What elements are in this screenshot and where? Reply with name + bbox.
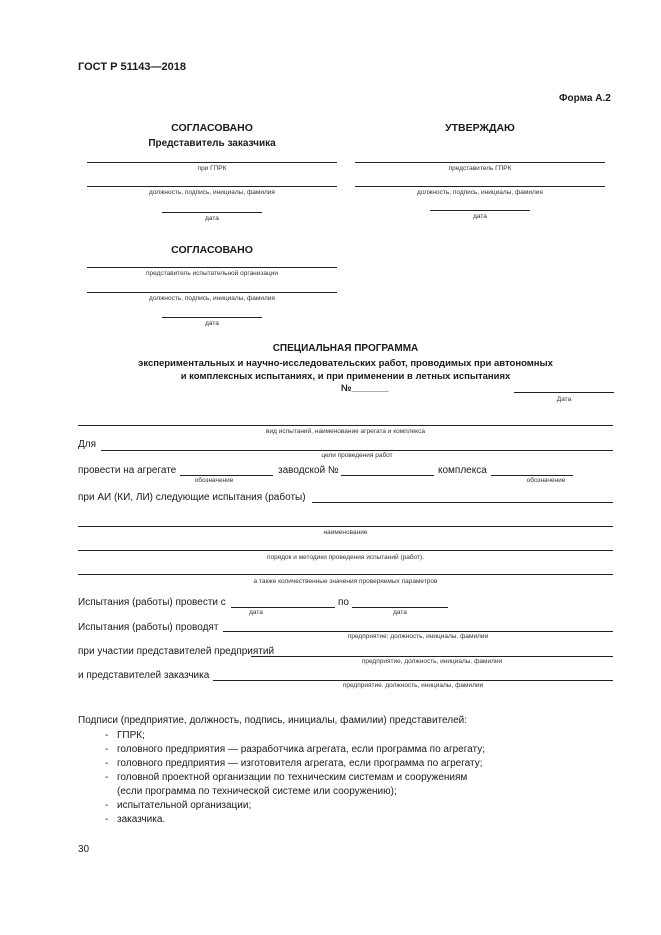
designation-caption-1: обозначение [194, 477, 234, 484]
list-item: - ГПРК; [105, 729, 485, 743]
list-item-continuation: (если программа по технической системе или сооружению); [117, 786, 397, 797]
conduct-caption: предприятие; должность, инициалы. фамилии [347, 633, 489, 640]
left-signature-line-2 [87, 186, 337, 187]
program-date-line [514, 392, 614, 393]
list-item: - заказчика. [105, 813, 485, 827]
customer-caption: предприятие. должность, инициалы, фамилии [342, 682, 484, 689]
factory-number-line [341, 475, 434, 476]
conduct-line [223, 631, 613, 632]
period-end-caption: дата [393, 609, 407, 616]
left-signature-line-1 [87, 162, 337, 163]
right-approval-title: УТВЕРЖДАЮ [445, 122, 515, 134]
mid-caption-1: представитель испытательной организации [146, 270, 278, 277]
mid-date-line [162, 317, 262, 318]
list-item: - головной проектной организации по техническим системам и сооружениям [105, 771, 485, 785]
program-date-caption: Дата [556, 396, 572, 403]
form-label: Форма А.2 [559, 93, 611, 104]
left-caption-3: дата [205, 215, 219, 222]
complex-label: комплекса [438, 465, 487, 476]
participation-label: при участии представителей предприятий [78, 646, 275, 657]
factory-label: заводской № [278, 465, 339, 476]
name-line [78, 526, 613, 527]
values-line [78, 574, 613, 575]
period-start-line [231, 607, 335, 608]
tests-line [312, 502, 613, 503]
left-approval-title: СОГЛАСОВАНО [171, 122, 253, 134]
designation-caption-2: обозначение [526, 477, 566, 484]
signatures-intro: Подписи (предприятие, должность, подпись, инициалы, фамилии) представителей: [78, 715, 468, 726]
period-start-caption: дата [249, 609, 263, 616]
kind-line [78, 425, 613, 426]
left-caption-1: при ГПРК [197, 165, 227, 172]
order-caption: порядок и методики проведения испытаний (работ). [267, 554, 424, 561]
list-item: - испытательной организации; [105, 799, 485, 813]
program-subtitle-1: экспериментальных и научно-исследовательских работ, проводимых при автономных [138, 358, 553, 369]
tests-label: при АИ (КИ, ЛИ) следующие испытания (работы) [78, 492, 306, 503]
period-end-line [352, 607, 448, 608]
participation-line [251, 656, 613, 657]
mid-signature-line-2 [87, 292, 337, 293]
participation-caption: предприятие, должность, инициалы. фамилии [361, 658, 503, 665]
mid-caption-3: дата [205, 320, 219, 327]
kind-caption: вид испытаний, наименование агрегата и комплекса [266, 428, 425, 435]
conduct-label: Испытания (работы) проводят [78, 622, 219, 633]
aggregate-line [180, 475, 273, 476]
customer-line [213, 680, 613, 681]
list-item: - головного предприятия — изготовителя агрегата, если программа по агрегату; [105, 757, 485, 771]
mid-caption-2: должность, подпись, инициалы, фамилия [149, 295, 275, 302]
signatures-list [105, 729, 485, 827]
program-subtitle-2: и комплексных испытаниях, и при применении в летных испытаниях [180, 371, 511, 382]
complex-line [491, 475, 573, 476]
left-caption-2: должность, подпись, инициалы, фамилия [149, 189, 275, 196]
left-approval-subtitle: Представитель заказчика [148, 138, 276, 149]
right-caption-3: дата [473, 213, 487, 220]
right-caption-2: должность, подпись, инициалы, фамилия [417, 189, 543, 196]
right-date-line [430, 210, 530, 211]
name-caption: наименование [323, 529, 368, 536]
left-date-line [162, 212, 262, 213]
for-label: Для [78, 439, 97, 450]
program-number: №_______ [341, 383, 389, 394]
right-signature-line-1 [355, 162, 605, 163]
goals-caption: цели проведения работ [321, 452, 393, 459]
page-number: 30 [78, 844, 90, 855]
mid-approval-title: СОГЛАСОВАНО [171, 244, 253, 256]
customer-label: и представителей заказчика [78, 670, 210, 681]
carry-label: провести на агрегате [78, 465, 177, 476]
period-to-label: по [338, 597, 349, 608]
goals-line [101, 450, 613, 451]
mid-signature-line-1 [87, 267, 337, 268]
right-caption-1: представитель ГПРК [448, 165, 512, 172]
right-signature-line-2 [355, 186, 605, 187]
program-title: СПЕЦИАЛЬНАЯ ПРОГРАММА [272, 343, 419, 354]
list-item: - головного предприятия — разработчика агрегата, если программа по агрегату; [105, 743, 485, 757]
order-line [78, 550, 613, 551]
standard-code: ГОСТ Р 51143—2018 [78, 61, 186, 73]
values-caption: а также количественные значения проверяемых параметров [253, 578, 438, 585]
period-label: Испытания (работы) провести с [78, 597, 226, 608]
